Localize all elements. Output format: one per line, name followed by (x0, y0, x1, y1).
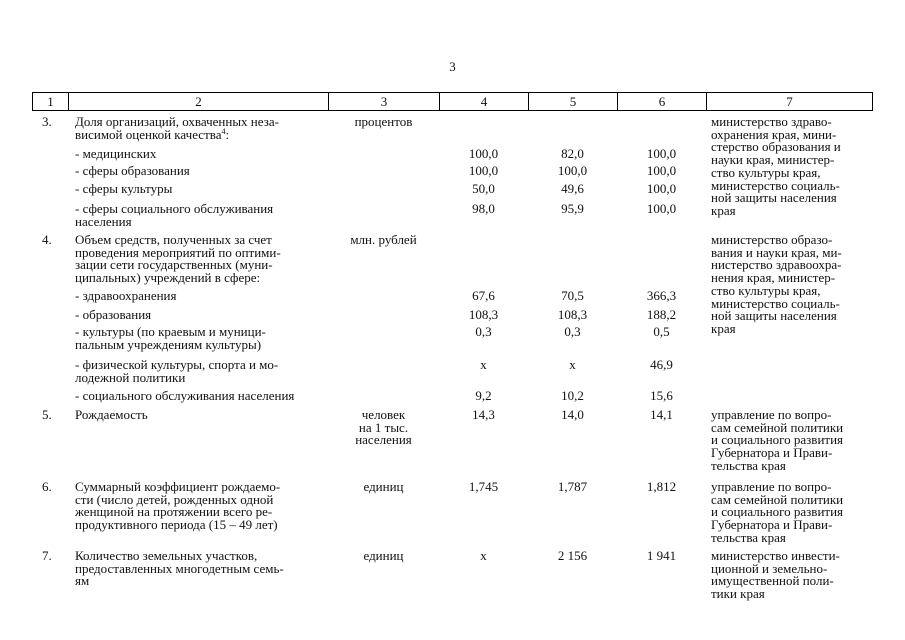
value-col-4: 1,745 (468, 479, 499, 494)
value-col-4: 14,3 (472, 407, 495, 422)
value-col-6: 100,0 (646, 163, 677, 178)
value-col-6: 100,0 (646, 181, 677, 196)
value-col-5: 10,2 (561, 388, 584, 403)
header-col-1: 1 (47, 94, 54, 109)
header-col-2: 2 (68, 93, 328, 110)
value-col-4: 0,3 (475, 324, 492, 339)
value-col-5: 14,0 (561, 407, 584, 422)
value-col-4: х (480, 548, 487, 563)
value-col-5: 70,5 (561, 288, 584, 303)
unit: млн. рублей (350, 232, 417, 247)
responsible-body: управление по вопро- сам семейной политики и социального развития Губернатора и Прави- тельства края (711, 407, 844, 473)
responsible-body: министерство инвести- ционной и земельно- имущественной поли- тики края (711, 548, 840, 602)
value-col-4: 50,0 (472, 181, 495, 196)
value-col-6: 1,812 (646, 479, 677, 494)
sub-item-label: - культуры (по краевым и муници- пальным учреждениям культуры) (75, 324, 266, 352)
indicator-title-text: Доля организаций, охваченных неза- висимой оценкой качества (75, 114, 279, 142)
value-col-6: 100,0 (646, 201, 677, 216)
sub-item-label: - образования (75, 307, 152, 322)
indicator-title: Суммарный коэффициент рождаемо- сти (число детей, рожденных одной женщиной на протяжении всего ре- продуктивного периода (15 – 49 лет) (75, 479, 281, 533)
responsible-body: министерство здраво- охранения края, мини- стерство образования и науки края, министер- ство культуры края, министерство социаль- ной защиты населения края (711, 114, 841, 218)
value-col-5: 0,3 (564, 324, 581, 339)
value-col-4: 98,0 (472, 201, 495, 216)
unit: единиц (363, 479, 404, 494)
value-col-5: 1,787 (557, 479, 588, 494)
indicator-title: Объем средств, полученных за счет проведения мероприятий по оптими- зации сети государственных (муни- ципальных) учреждений в сфере: (75, 232, 281, 286)
indicator-title (75, 116, 279, 141)
value-col-4: 108,3 (468, 307, 499, 322)
value-col-6: 14,1 (650, 407, 673, 422)
row-number: 5. (42, 407, 52, 422)
row-number: 3. (42, 114, 52, 129)
value-col-5: 2 156 (557, 548, 588, 563)
sub-item-label: - сферы образования (75, 163, 190, 178)
value-col-6: 15,6 (650, 388, 673, 403)
unit: единиц (363, 548, 404, 563)
value-col-4: 100,0 (468, 146, 499, 161)
value-col-5: 49,6 (561, 181, 584, 196)
value-col-5: х (569, 357, 576, 372)
indicator-title: Количество земельных участков, предоставленных многодетным семь- ям (75, 548, 284, 589)
sub-item-label: - социального обслуживания населения (75, 388, 295, 403)
header-col-7: 7 (706, 93, 872, 110)
page-number: 3 (449, 59, 456, 74)
value-col-6: 46,9 (650, 357, 673, 372)
header-col-6: 6 (617, 93, 706, 110)
value-col-4: х (480, 357, 487, 372)
sub-item-label: - физической культуры, спорта и мо- лодежной политики (75, 357, 279, 385)
value-col-6: 0,5 (653, 324, 670, 339)
value-col-6: 100,0 (646, 146, 677, 161)
value-col-6: 188,2 (646, 307, 677, 322)
value-col-5: 100,0 (557, 163, 588, 178)
value-col-4: 67,6 (472, 288, 495, 303)
value-col-5: 95,9 (561, 201, 584, 216)
value-col-6: 366,3 (646, 288, 677, 303)
row-number: 7. (42, 548, 52, 563)
table-header (32, 92, 873, 111)
sub-item-label: - сферы культуры (75, 181, 173, 196)
value-col-4: 9,2 (475, 388, 492, 403)
value-col-4: 100,0 (468, 163, 499, 178)
sub-item-label: - здравоохранения (75, 288, 177, 303)
unit: человек на 1 тыс. населения (355, 407, 412, 448)
footnote-marker: 4 (221, 126, 226, 136)
value-col-5: 108,3 (557, 307, 588, 322)
responsible-body: министерство образо- вания и науки края, ми- нистерство здравоохра- нения края, министер- ство культуры края, министерство социаль- ной защиты населения края (711, 232, 842, 336)
value-col-6: 1 941 (646, 548, 677, 563)
sub-item-label: - медицинских (75, 146, 157, 161)
indicator-title: Рождаемость (75, 407, 148, 422)
row-number: 4. (42, 232, 52, 247)
value-col-5: 82,0 (561, 146, 584, 161)
header-col-5: 5 (528, 93, 617, 110)
responsible-body: управление по вопро- сам семейной политики и социального развития Губернатора и Прави- тельства края (711, 479, 844, 545)
indicator-title-tail: : (225, 126, 230, 142)
row-number: 6. (42, 479, 52, 494)
unit: процентов (354, 114, 413, 129)
header-col-4: 4 (439, 93, 528, 110)
sub-item-label: - сферы социального обслуживания населения (75, 201, 274, 229)
header-col-3: 3 (328, 93, 439, 110)
